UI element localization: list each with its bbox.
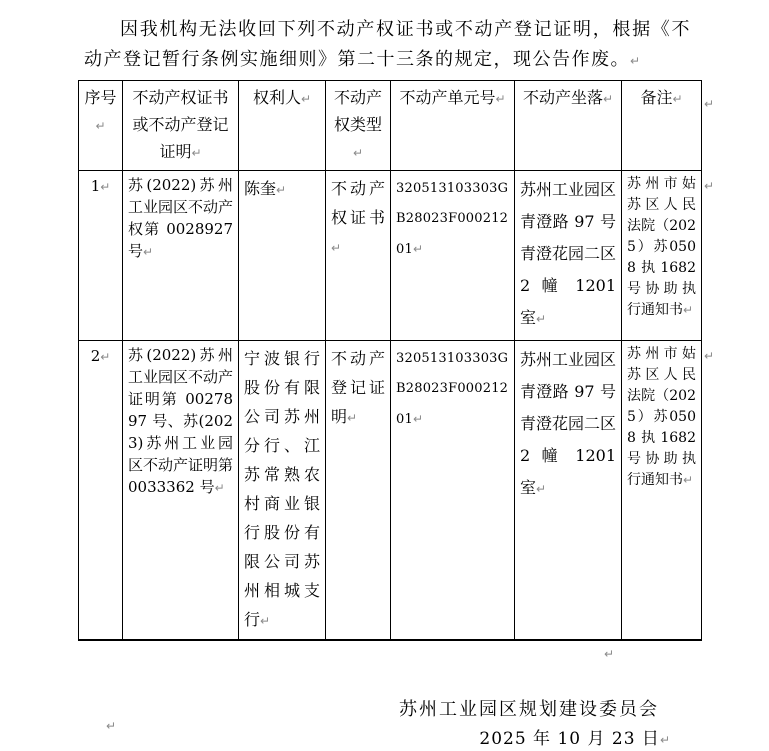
- location-cell: 苏州工业园区青澄路 97 号青澄花园二区 2 幢 1201 室↵: [515, 341, 622, 641]
- type-cell: 不动产登记证明↵: [326, 341, 391, 641]
- paragraph-mark-icon: ↵: [683, 303, 694, 317]
- header-unit-no: 不动产单元号↵: [391, 81, 515, 171]
- certificate-cell: 苏(2022)苏州工业园区不动产证明第 0027897 号、苏(2023)苏州工业园区不动产证明第 0033362 号↵: [123, 341, 239, 641]
- paragraph-mark-icon: ↵: [412, 412, 424, 426]
- header-remark: 备注↵: [622, 81, 702, 171]
- issuing-authority: 苏州工业园区规划建设委员会: [399, 699, 659, 720]
- paragraph-mark-icon: ↵: [95, 119, 106, 133]
- certificates-table: [78, 80, 702, 641]
- paragraph-mark-icon: ↵: [191, 146, 202, 160]
- header-holder: 权利人↵: [239, 81, 326, 171]
- paragraph-mark-icon: ↵: [331, 241, 342, 255]
- paragraph-mark-icon: ↵: [604, 647, 615, 661]
- paragraph-mark-icon: ↵: [630, 54, 641, 68]
- type-cell: 不动产权证书↵: [326, 171, 391, 341]
- unit-number-cell: 320513103303GB28023F00021201↵: [391, 171, 515, 341]
- paragraph-mark-icon: ↵: [143, 245, 154, 259]
- paragraph-mark-icon: ↵: [347, 411, 358, 425]
- paragraph-mark-icon: ↵: [683, 473, 694, 487]
- location-cell: 苏州工业园区青澄路 97 号青澄花园二区 2 幢 1201 室↵: [515, 171, 622, 341]
- paragraph-mark-icon: ↵: [300, 92, 312, 106]
- paragraph-mark-icon: ↵: [536, 312, 547, 326]
- table-row: [79, 171, 702, 341]
- intro-paragraph: [84, 15, 691, 76]
- unit-number-cell: 320513103303GB28023F00021201↵: [391, 341, 515, 641]
- header-certificate: 不动产权证书或不动产登记证明↵: [123, 81, 239, 171]
- paragraph-mark-icon: ↵: [659, 733, 670, 747]
- header-seq: 序号↵: [79, 81, 123, 171]
- paragraph-mark-icon: ↵: [100, 350, 111, 364]
- remark-cell: 苏州市姑苏区人民法院（2025）苏0508执1682号协助执行通知书↵: [622, 171, 702, 341]
- seq-cell: 1↵: [79, 171, 123, 341]
- paragraph-mark-icon: ↵: [672, 92, 683, 106]
- paragraph-mark-icon: ↵: [276, 183, 287, 197]
- paragraph-mark-icon: ↵: [602, 92, 614, 106]
- paragraph-mark-icon: ↵: [495, 92, 506, 106]
- table-header-row: [79, 81, 702, 171]
- holder-cell: 宁波银行股份有限公司苏州分行、江苏常熟农村商业银行股份有限公司苏州相城支行↵: [239, 341, 326, 641]
- paragraph-mark-icon: ↵: [704, 97, 715, 111]
- holder-cell: 陈奎↵: [239, 171, 326, 341]
- paragraph-mark-icon: ↵: [704, 179, 715, 193]
- paragraph-mark-icon: ↵: [214, 481, 225, 495]
- paragraph-mark-icon: ↵: [412, 242, 424, 256]
- header-type: 不动产权类型↵: [326, 81, 391, 171]
- certificate-cell: 苏(2022)苏州工业园区不动产权第 0028927 号↵: [123, 171, 239, 341]
- paragraph-mark-icon: ↵: [352, 146, 364, 160]
- paragraph-mark-icon: ↵: [106, 719, 117, 733]
- paragraph-mark-icon: ↵: [100, 180, 111, 194]
- intro-text: 因我机构无法收回下列不动产权证书或不动产登记证明，根据《不动产登记暂行条例实施细则》第二十三条的规定，现公告作废。: [84, 19, 691, 70]
- table-row: [79, 341, 702, 641]
- header-location: 不动产坐落↵: [515, 81, 622, 171]
- paragraph-mark-icon: ↵: [260, 614, 271, 628]
- issue-date: 2025 年 10 月 23 日: [479, 729, 660, 749]
- document-page: [0, 15, 769, 749]
- remark-cell: 苏州市姑苏区人民法院（2025）苏0508执1682号协助执行通知书↵: [622, 341, 702, 641]
- paragraph-mark-icon: ↵: [704, 349, 715, 363]
- seq-cell: 2↵: [79, 341, 123, 641]
- paragraph-mark-icon: ↵: [536, 482, 547, 496]
